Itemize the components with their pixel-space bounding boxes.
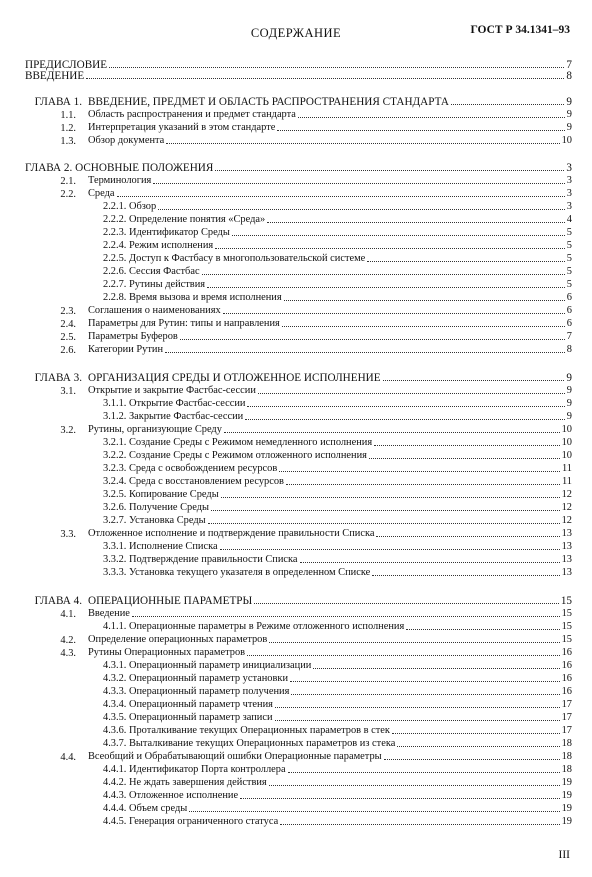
toc-entry-page: 9 (566, 372, 572, 384)
toc-entry-label: ОПЕРАЦИОННЫЕ ПАРАМЕТРЫ (88, 595, 253, 607)
toc-entry[interactable] (88, 318, 572, 330)
dot-leader (280, 824, 559, 825)
toc-entry[interactable] (103, 253, 572, 265)
toc-entry[interactable] (88, 96, 572, 108)
toc-entry-label: 2.2.2. Определение понятия «Среда» (103, 214, 266, 225)
toc-entry-page: 5 (566, 266, 572, 277)
toc-entry-number: 2.3. (60, 306, 76, 317)
dot-leader (267, 222, 565, 223)
toc-entry[interactable] (88, 344, 572, 356)
dot-leader (247, 406, 564, 407)
dot-leader (223, 313, 565, 314)
toc-entry-page: 6 (566, 318, 572, 329)
toc-entry[interactable] (103, 398, 572, 410)
toc-entry[interactable] (88, 109, 572, 121)
toc-entry-label: Интерпретация указаний в этом стандарте (88, 122, 276, 133)
toc-entry[interactable] (103, 476, 572, 488)
toc-entry-page: 3 (566, 162, 572, 174)
dot-leader (374, 445, 559, 446)
toc-entry-page: 10 (561, 135, 572, 146)
dot-leader (224, 432, 560, 433)
dot-leader (275, 720, 560, 721)
dot-leader (220, 549, 560, 550)
dot-leader (207, 287, 565, 288)
toc-entry-number: 4.1. (60, 609, 76, 620)
toc-entry[interactable] (88, 175, 572, 187)
toc-entry-page: 12 (561, 502, 572, 513)
dot-leader (211, 510, 560, 511)
toc-entry-page: 13 (561, 541, 572, 552)
toc-entry-label: 3.2.7. Установка Среды (103, 515, 206, 526)
toc-entry-label: 2.2.1. Обзор (103, 201, 157, 212)
toc-entry[interactable] (25, 70, 572, 82)
dot-leader (300, 562, 560, 563)
toc-entry[interactable] (103, 450, 572, 462)
toc-entry-label: Всеобщий и Обрабатывающий ошибки Операционные параметры (88, 751, 382, 762)
toc-entry-page: 18 (561, 738, 572, 749)
toc-entry-label: 4.3.5. Операционный параметр записи (103, 712, 273, 723)
toc-entry-label: 3.2.1. Создание Среды с Режимом немедленного исполнения (103, 437, 373, 448)
toc-entry-page: 19 (561, 816, 572, 827)
toc-entry-label: 3.2.6. Получение Среды (103, 502, 209, 513)
dot-leader (288, 772, 560, 773)
toc-entry-label: 4.4.5. Генерация ограниченного статуса (103, 816, 279, 827)
toc-entry-label: Обзор документа (88, 135, 165, 146)
toc-entry[interactable] (103, 266, 572, 278)
toc-entry-page: 17 (561, 725, 572, 736)
toc-entry-label: 2.2.8. Время вызова и время исполнения (103, 292, 282, 303)
toc-entry-page: 9 (566, 385, 572, 396)
toc-entry-label: 3.2.3. Среда с освобождением ресурсов (103, 463, 278, 474)
toc-entry-label: ВВЕДЕНИЕ, ПРЕДМЕТ И ОБЛАСТЬ РАСПРОСТРАНЕНИЯ СТАНДАРТА (88, 96, 449, 108)
dot-leader (215, 248, 565, 249)
toc-entry-page: 8 (566, 344, 572, 355)
toc-entry[interactable] (103, 777, 572, 789)
toc-entry-label: Открытие и закрытие Фастбас-сессии (88, 385, 256, 396)
dot-leader (166, 143, 559, 144)
dot-leader (215, 170, 564, 171)
toc-entry-page: 3 (566, 175, 572, 186)
toc-entry-label: 2.2.4. Режим исполнения (103, 240, 214, 251)
toc-entry-page: 10 (561, 424, 572, 435)
toc-entry-label: Введение (88, 608, 130, 619)
dot-leader (158, 209, 565, 210)
dot-leader (208, 523, 560, 524)
toc-entry-label: Отложенное исполнение и подтверждение правильности Списка (88, 528, 375, 539)
toc-entry-page: 15 (560, 595, 572, 607)
toc-entry[interactable] (88, 188, 572, 200)
toc-entry-page: 6 (566, 292, 572, 303)
toc-entry[interactable] (88, 122, 572, 134)
dot-leader (290, 681, 560, 682)
toc-entry[interactable] (103, 463, 572, 475)
dot-leader (284, 300, 565, 301)
toc-entry-number: ГЛАВА 3. (34, 372, 82, 384)
toc-entry-label: Рутины Операционных параметров (88, 647, 246, 658)
toc-entry[interactable] (103, 567, 572, 579)
toc-entry[interactable] (103, 725, 572, 737)
dot-leader (232, 235, 565, 236)
dot-leader (286, 484, 560, 485)
toc-entry-number: 2.1. (60, 176, 76, 187)
toc-entry-page: 19 (561, 790, 572, 801)
toc-entry[interactable] (88, 634, 572, 646)
toc-entry-label: Определение операционных параметров (88, 634, 268, 645)
toc-entry-page: 5 (566, 227, 572, 238)
dot-leader (247, 655, 560, 656)
toc-entry[interactable] (103, 712, 572, 724)
dot-leader (406, 629, 559, 630)
toc-entry-page: 15 (561, 634, 572, 645)
toc-entry-label: 2.2.5. Доступ к Фастбасу в многопользовательской системе (103, 253, 366, 264)
toc-entry-page: 3 (566, 188, 572, 199)
toc-entry[interactable] (88, 305, 572, 317)
toc-entry-page: 12 (561, 515, 572, 526)
toc-entry-page: 8 (566, 70, 572, 82)
toc-entry-page: 10 (561, 450, 572, 461)
toc-entry-label: 3.3.3. Установка текущего указателя в определенном Списке (103, 567, 371, 578)
toc-entry[interactable] (103, 764, 572, 776)
toc-entry-label: Параметры для Рутин: типы и направления (88, 318, 280, 329)
toc-entry-page: 18 (561, 751, 572, 762)
toc-entry-number: 2.4. (60, 319, 76, 330)
toc-entry-number: ГЛАВА 1. (34, 96, 82, 108)
toc-entry-label: 3.3.1. Исполнение Списка (103, 541, 218, 552)
toc-entry-page: 16 (561, 660, 572, 671)
toc-entry-label: Категории Рутин (88, 344, 164, 355)
toc-entry[interactable] (88, 424, 572, 436)
dot-leader (117, 196, 565, 197)
dot-leader (153, 183, 564, 184)
toc-entry-label: 3.2.5. Копирование Среды (103, 489, 219, 500)
dot-leader (180, 339, 565, 340)
dot-leader (132, 616, 560, 617)
toc-entry[interactable] (88, 135, 572, 147)
dot-leader (313, 668, 559, 669)
toc-entry-number: 4.3. (60, 648, 76, 659)
toc-entry-page: 3 (566, 201, 572, 212)
toc-entry-label: 3.2.2. Создание Среды с Режимом отложенного исполнения (103, 450, 367, 461)
toc-entry[interactable] (103, 201, 572, 213)
dot-leader (221, 497, 560, 498)
toc-entry-label: 4.4.4. Объем среды (103, 803, 188, 814)
dot-leader (245, 419, 565, 420)
toc-entry-page: 12 (561, 489, 572, 500)
dot-leader (240, 798, 560, 799)
toc-entry-page: 16 (561, 686, 572, 697)
dot-leader (189, 811, 559, 812)
toc-entry-label: Область распространения и предмет стандарта (88, 109, 296, 120)
toc-entry-label: 4.4.3. Отложенное исполнение (103, 790, 239, 801)
toc-entry-label: 3.3.2. Подтверждение правильности Списка (103, 554, 298, 565)
toc-entry-label: 4.4.1. Идентификатор Порта контроллера (103, 764, 286, 775)
dot-leader (451, 104, 564, 105)
toc-entry[interactable] (103, 411, 572, 423)
toc-entry-page: 5 (566, 279, 572, 290)
toc-entry[interactable] (88, 751, 572, 763)
toc-entry-number: 4.2. (60, 635, 76, 646)
toc-entry-label: 4.3.6. Проталкивание текущих Операционных параметров в стек (103, 725, 390, 736)
toc-entry-page: 13 (561, 554, 572, 565)
toc-entry[interactable] (103, 816, 572, 828)
toc-entry-number: 2.2. (60, 189, 76, 200)
dot-leader (279, 471, 560, 472)
toc-entry-page: 5 (566, 240, 572, 251)
toc-entry-page: 10 (561, 437, 572, 448)
toc-entry[interactable] (88, 647, 572, 659)
toc-entry-number: 3.3. (60, 529, 76, 540)
dot-leader (254, 603, 559, 604)
dot-leader (372, 575, 559, 576)
toc-entry[interactable] (103, 738, 572, 750)
dot-leader (275, 707, 560, 708)
toc-entry[interactable] (103, 279, 572, 291)
toc-entry-label: ОРГАНИЗАЦИЯ СРЕДЫ И ОТЛОЖЕННОЕ ИСПОЛНЕНИЕ (88, 372, 381, 384)
toc-entry-page: 5 (566, 253, 572, 264)
toc-entry-label: 4.3.2. Операционный параметр установки (103, 673, 289, 684)
toc-entry-label: 3.2.4. Среда с восстановлением ресурсов (103, 476, 284, 487)
toc-entry-label: 4.3.3. Операционный параметр получения (103, 686, 290, 697)
dot-leader (376, 536, 559, 537)
dot-leader (282, 326, 565, 327)
toc-entry[interactable] (88, 331, 572, 343)
toc-entry-page: 9 (566, 96, 572, 108)
toc-entry[interactable] (103, 554, 572, 566)
toc-entry-page: 6 (566, 305, 572, 316)
toc-entry-label: Среда (88, 188, 115, 199)
toc-entry-number: 1.1. (60, 110, 76, 121)
toc-entry-page: 11 (561, 476, 572, 487)
toc-entry-page: 16 (561, 673, 572, 684)
toc-entry-page: 18 (561, 764, 572, 775)
toc-entry-page: 9 (566, 411, 572, 422)
toc-entry[interactable] (103, 515, 572, 527)
toc-entry[interactable] (103, 660, 572, 672)
toc-entry[interactable] (103, 541, 572, 553)
page-number: III (558, 849, 570, 861)
toc-entry-number: 2.5. (60, 332, 76, 343)
dot-leader (86, 78, 564, 79)
toc-entry-page: 17 (561, 712, 572, 723)
toc-entry-label: Параметры Буферов (88, 331, 178, 342)
dot-leader (202, 274, 565, 275)
toc-entry-page: 19 (561, 803, 572, 814)
toc-entry-page: 7 (566, 59, 572, 71)
toc-entry-page: 15 (561, 621, 572, 632)
toc-entry-page: 19 (561, 777, 572, 788)
dot-leader (367, 261, 565, 262)
toc-entry-page: 4 (566, 214, 572, 225)
toc-entry[interactable] (103, 502, 572, 514)
toc-entry-label: ПРЕДИСЛОВИЕ (25, 59, 108, 71)
toc-entry[interactable] (103, 489, 572, 501)
toc-entry[interactable] (103, 621, 572, 633)
toc-entry[interactable] (88, 372, 572, 384)
toc-entry-page: 11 (561, 463, 572, 474)
toc-entry-number: 3.1. (60, 386, 76, 397)
toc-entry[interactable] (25, 162, 572, 174)
toc-entry-number: ГЛАВА 4. (34, 595, 82, 607)
dot-leader (392, 733, 560, 734)
page-title: СОДЕРЖАНИЕ (250, 26, 342, 40)
toc-entry-label: 4.3.1. Операционный параметр инициализации (103, 660, 312, 671)
dot-leader (269, 785, 560, 786)
dot-leader (369, 458, 560, 459)
toc-entry[interactable] (103, 686, 572, 698)
dot-leader (277, 130, 564, 131)
toc-entry[interactable] (103, 673, 572, 685)
toc-entry[interactable] (103, 292, 572, 304)
toc-entry-page: 16 (561, 647, 572, 658)
toc-entry-label: 2.2.7. Рутины действия (103, 279, 206, 290)
toc-entry-label: Терминология (88, 175, 152, 186)
dot-leader (397, 746, 559, 747)
toc-entry[interactable] (103, 790, 572, 802)
toc-entry-page: 13 (561, 528, 572, 539)
toc-entry-label: ГЛАВА 2. ОСНОВНЫЕ ПОЛОЖЕНИЯ (25, 162, 214, 174)
toc-entry-label: 4.1.1. Операционные параметры в Режиме отложенного исполнения (103, 621, 405, 632)
toc-entry[interactable] (103, 227, 572, 239)
dot-leader (269, 642, 559, 643)
toc-entry-page: 7 (566, 331, 572, 342)
toc-entry[interactable] (88, 608, 572, 620)
toc-entry-page: 9 (566, 398, 572, 409)
toc-entry-label: 4.4.2. Не ждать завершения действия (103, 777, 267, 788)
toc-entry[interactable] (88, 595, 572, 607)
toc-entry-label: ВВЕДЕНИЕ (25, 70, 85, 82)
toc-entry-label: 4.3.7. Выталкивание текущих Операционных параметров из стека (103, 738, 396, 749)
dot-leader (258, 393, 565, 394)
toc-entry[interactable] (88, 528, 572, 540)
toc-entry-label: 3.1.1. Открытие Фастбас-сессии (103, 398, 246, 409)
dot-leader (109, 67, 564, 68)
dot-leader (298, 117, 565, 118)
toc-entry-label: 2.2.3. Идентификатор Среды (103, 227, 230, 238)
toc-entry-page: 9 (566, 109, 572, 120)
toc-entry-label: 4.3.4. Операционный параметр чтения (103, 699, 273, 710)
toc-entry[interactable] (103, 437, 572, 449)
dot-leader (384, 759, 560, 760)
toc-entry-page: 15 (561, 608, 572, 619)
toc-entry[interactable] (103, 214, 572, 226)
dot-leader (165, 352, 565, 353)
toc-entry-label: Соглашения о наименованиях (88, 305, 221, 316)
toc-entry-page: 9 (566, 122, 572, 133)
toc-entry[interactable] (103, 699, 572, 711)
dot-leader (383, 380, 565, 381)
toc-entry-label: 3.1.2. Закрытие Фастбас-сессии (103, 411, 244, 422)
toc-entry-number: 1.3. (60, 136, 76, 147)
toc-entry-label: 2.2.6. Сессия Фастбас (103, 266, 200, 277)
toc-entry-number: 4.4. (60, 752, 76, 763)
toc-entry-number: 1.2. (60, 123, 76, 134)
toc-entry-number: 2.6. (60, 345, 76, 356)
toc-entry-label: Рутины, организующие Среду (88, 424, 222, 435)
dot-leader (291, 694, 559, 695)
toc-entry[interactable] (88, 385, 572, 397)
toc-entry[interactable] (103, 240, 572, 252)
toc-entry-number: 3.2. (60, 425, 76, 436)
toc-entry-page: 13 (561, 567, 572, 578)
toc-entry[interactable] (103, 803, 572, 815)
standard-number: ГОСТ Р 34.1341–93 (470, 24, 570, 36)
toc-entry-page: 17 (561, 699, 572, 710)
